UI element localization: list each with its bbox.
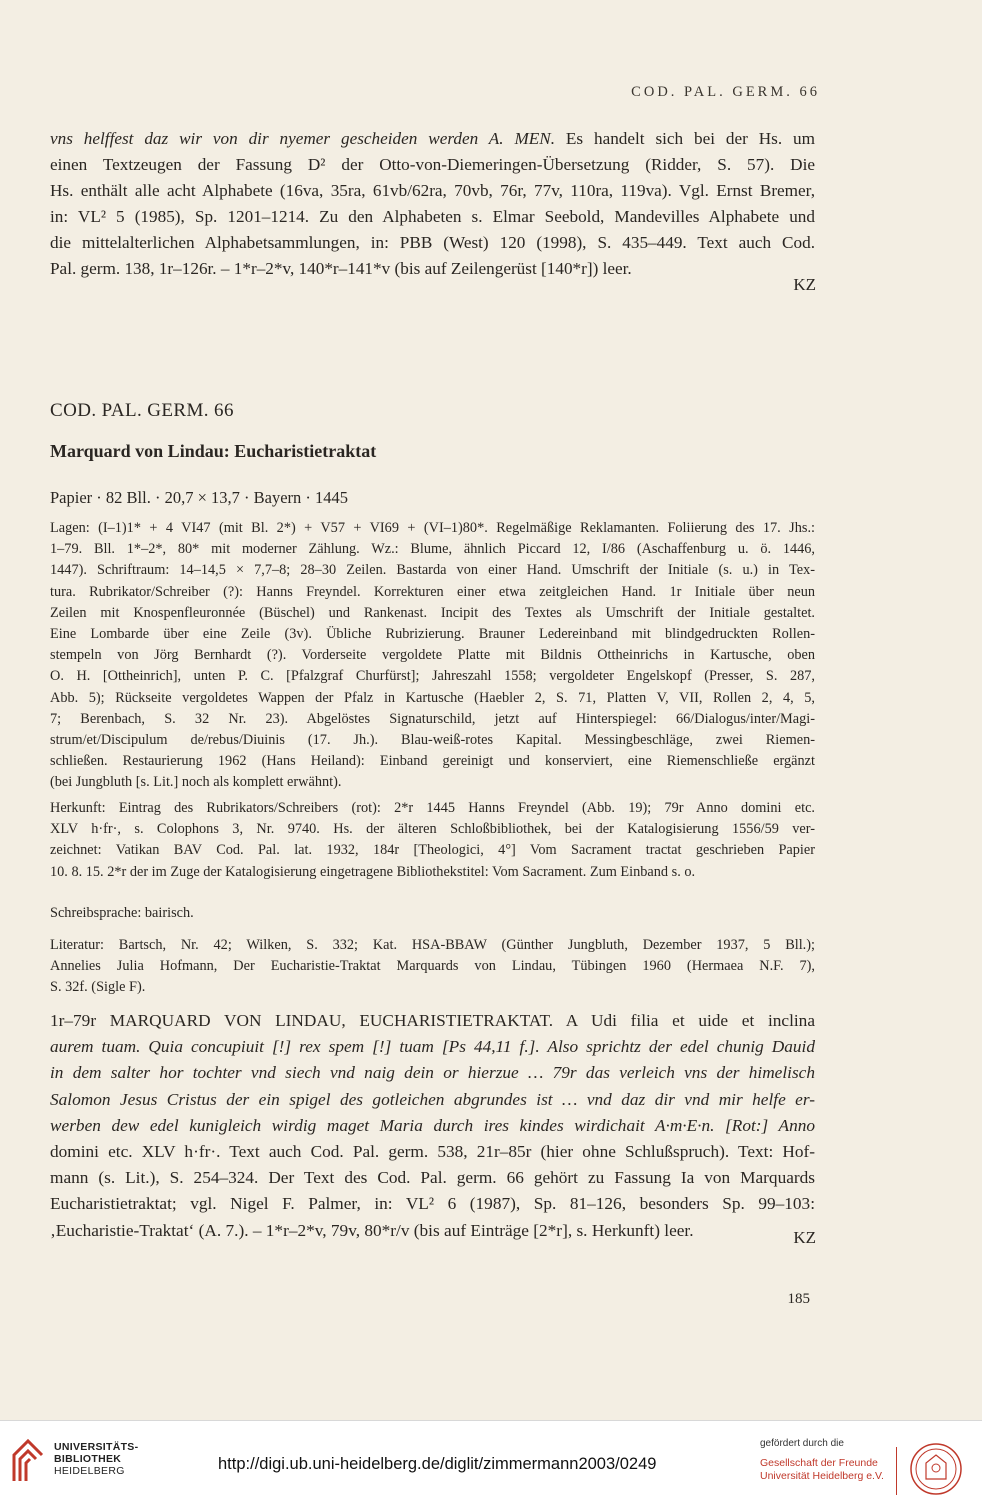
text-line: 7; Berenbach, S. 32 Nr. 23). Abgelöstes Signaturschild, jetzt auf Hinterspiegel: 66/Dialogus/inter/Magi- [50, 710, 815, 727]
author-signature: KZ [793, 275, 816, 294]
text-line: strum/et/Discipulum de/rebus/Diuinis (17. Jh.). Blau-weiß-rotes Kapital. Messingbeschläge, zwei Riemen- [50, 732, 815, 749]
text-line: 1–79. Bll. 1*–2*, 80* mit moderner Zählung. Wz.: Blume, ähnlich Piccard 12, I/86 (Aschaffenburg u. ö. 1446, [50, 541, 815, 558]
text-line: Lagen: (I–1)1* + 4 VI47 (mit Bl. 2*) + V57 + VI69 + (VI–1)80*. Regelmäßige Reklamanten. Foliierung des 17. Jhs.: [50, 520, 815, 536]
entry-title: Marquard von Lindau: Eucharistietraktat [50, 441, 377, 461]
text-line: 1r–79r MARQUARD VON LINDAU, EUCHARISTIETRAKTAT. A Udi filia et uide et inclina [50, 1011, 815, 1030]
intro-paragraph [50, 126, 815, 282]
footer-divider [896, 1447, 897, 1495]
text-line: Hs. enthält alle acht Alphabete (16va, 35ra, 61vb/62ra, 70vb, 76r, 77v, 110ra, 119va). Vgl. Ernst Bremer, [50, 181, 815, 200]
text-line: O. H. [Ottheinrich], unten P. C. [Pfalzgraf Churfürst]; Jahreszahl 1558; vergoldeter Engelskopf (Presser, S. 287, [50, 668, 815, 685]
text-line: werben dew edel kunigleich wirdig maget Maria durch ires kindes wirdichait A·m·E·n. [Rot:] Anno [50, 1115, 815, 1135]
schreibsprache-line: Schreibsprache: bairisch. [50, 905, 194, 921]
codex-heading: COD. PAL. GERM. 66 [50, 400, 234, 421]
text-line: domini etc. XLV h·fr·. Text auch Cod. Pal. germ. 538, 21r–85r (hier ohne Schlußspruch). Text: Hof- [50, 1142, 815, 1162]
text-line: Literatur: Bartsch, Nr. 42; Wilken, S. 332; Kat. HSA-BBAW (Günther Jungbluth, Dezember 1937, 5 Bll.); [50, 937, 815, 953]
text-line: 10. 8. 15. 2*r der im Zuge der Katalogisierung eingetragene Bibliothekstitel: Vom Sacrament. Zum Einband s. o. [50, 863, 696, 880]
page-number: 185 [787, 1291, 810, 1307]
text-line: Abb. 5); Rückseite vergoldetes Wappen der Pfalz in Kartusche (Haebler 2, S. 71, Platten V, VII, Rollen 2, 4, 5, [50, 689, 815, 706]
text-line: S. 32f. (Sigle F). [50, 979, 146, 996]
text-line: zeichnet: Vatikan BAV Cod. Pal. lat. 1932, 184r [Theologici, 4°] Vom Sacrament tractat geschrieben Papier [50, 842, 815, 859]
sponsor-caption: gefördert durch die [760, 1438, 844, 1449]
text-line: mann (s. Lit.), S. 254–324. Der Text des Cod. Pal. germ. 66 gehört zu Fassung Ia von Marquards [50, 1168, 815, 1188]
text-line: stempeln von Jörg Bernhardt (?). Vorderseite vergoldete Platte mit Bildnis Ottheinrichs in Kartusche, oben [50, 647, 815, 664]
herkunft-paragraph [50, 798, 815, 883]
text-line: tura. Rubrikator/Schreiber (?): Hanns Freyndel. Korrekturen einer etwa zeitgleichen Hand. 1r Initiale über neun [50, 583, 815, 600]
text-line: Eucharistietraktat; vgl. Nigel F. Palmer, in: VL² 6 (1987), Sp. 81–126, besonders Sp. 99–103: [50, 1194, 815, 1214]
literatur-paragraph [50, 935, 815, 999]
text-line: vns helffest daz wir von dir nyemer gescheiden werden A. MEN. Es handelt sich bei der Hs. um [50, 129, 815, 148]
text-line: 1447). Schriftraum: 14–14,5 × 7,7–8; 28–30 Zeilen. Bastarda von einer Hand. Umschrift der Initiale (s. u.) in Tex- [50, 562, 815, 579]
text-line: Herkunft: Eintrag des Rubrikators/Schreibers (rot): 2*r 1445 Hanns Freyndel (Abb. 19); 79r Anno domini etc. [50, 800, 815, 816]
ub-name[interactable]: UNIVERSITÄTS- BIBLIOTHEK HEIDELBERG [54, 1441, 139, 1477]
text-line: in: VL² 5 (1985), Sp. 1201–1214. Zu den Alphabeten s. Elmar Seebold, Mandevilles Alphabete und [50, 207, 815, 226]
running-head: COD. PAL. GERM. 66 [631, 84, 820, 100]
text-line: Zeilen mit Knospenfleuronnée (Büschel) und Rankenast. Incipit des Textes als Umschrift der Initiale gestaltet. [50, 604, 815, 621]
text-line: ‚Eucharistie-Traktat‘ (A. 7.). – 1*r–2*v, 79v, 80*r/v (bis auf Einträge [2*r], s. Herkunft) leer. [50, 1220, 694, 1240]
university-seal-icon [904, 1441, 968, 1497]
text-line: schließen. Restaurierung 1962 (Hans Heiland): Einband gereinigt und konserviert, eine Riemenschließe ergänzt [50, 753, 815, 770]
text-line: aurem tuam. Quia concupiuit [!] rex spem [!] tuam [Ps 44,11 f.]. Also sprichtz der edel chunig Dauid [50, 1037, 815, 1057]
text-description [50, 1008, 815, 1244]
lagen-paragraph [50, 518, 815, 794]
text-line: Annelies Julia Hofmann, Der Eucharistie-Traktat Marquards von Lindau, Tübingen 1960 (Hermaea N.F. 7), [50, 958, 815, 975]
text-line: XLV h·fr·, s. Colophons 3, Nr. 9740. Hs. der älteren Schloßbibliothek, bei der Katalogisierung 1556/59 ver- [50, 821, 815, 838]
text-line: einen Textzeugen der Fassung D² der Otto-von-Diemeringen-Übersetzung (Ridder, S. 57). Die [50, 155, 815, 174]
footer-bar [0, 1420, 982, 1503]
author-signature: KZ [793, 1228, 816, 1247]
text-line: Salomon Jesus Cristus der ein spigel des gotleichen abgrundes ist … vnd daz dir vnd mir helfe er- [50, 1089, 815, 1109]
text-line: die mittelalterlichen Alphabetsammlungen, in: PBB (West) 120 (1998), S. 435–449. Text auch Cod. [50, 233, 815, 252]
ub-logo-icon[interactable] [10, 1435, 46, 1485]
permalink-url[interactable]: http://digi.ub.uni-heidelberg.de/diglit/zimmermann2003/0249 [218, 1455, 657, 1473]
text-line: Eine Lombarde über eine Zeile (3v). Übliche Rubrizierung. Brauner Ledereinband mit blindgedruckten Rollen- [50, 626, 815, 643]
codex-meta: Papier · 82 Bll. · 20,7 × 13,7 · Bayern · 1445 [50, 488, 349, 507]
text-line: in dem salter hor tochter vnd siech vnd naig dein or hierzue … 79r das verleich vns der himelisch [50, 1063, 815, 1083]
sponsor-name[interactable]: Gesellschaft der Freunde Universität Heidelberg e.V. [760, 1457, 884, 1482]
text-line: Pal. germ. 138, 1r–126r. – 1*r–2*v, 140*r–141*v (bis auf Zeilengerüst [140*r]) leer. [50, 259, 632, 278]
text-line: (bei Jungbluth [s. Lit.] noch als komplett erwähnt). [50, 774, 342, 791]
